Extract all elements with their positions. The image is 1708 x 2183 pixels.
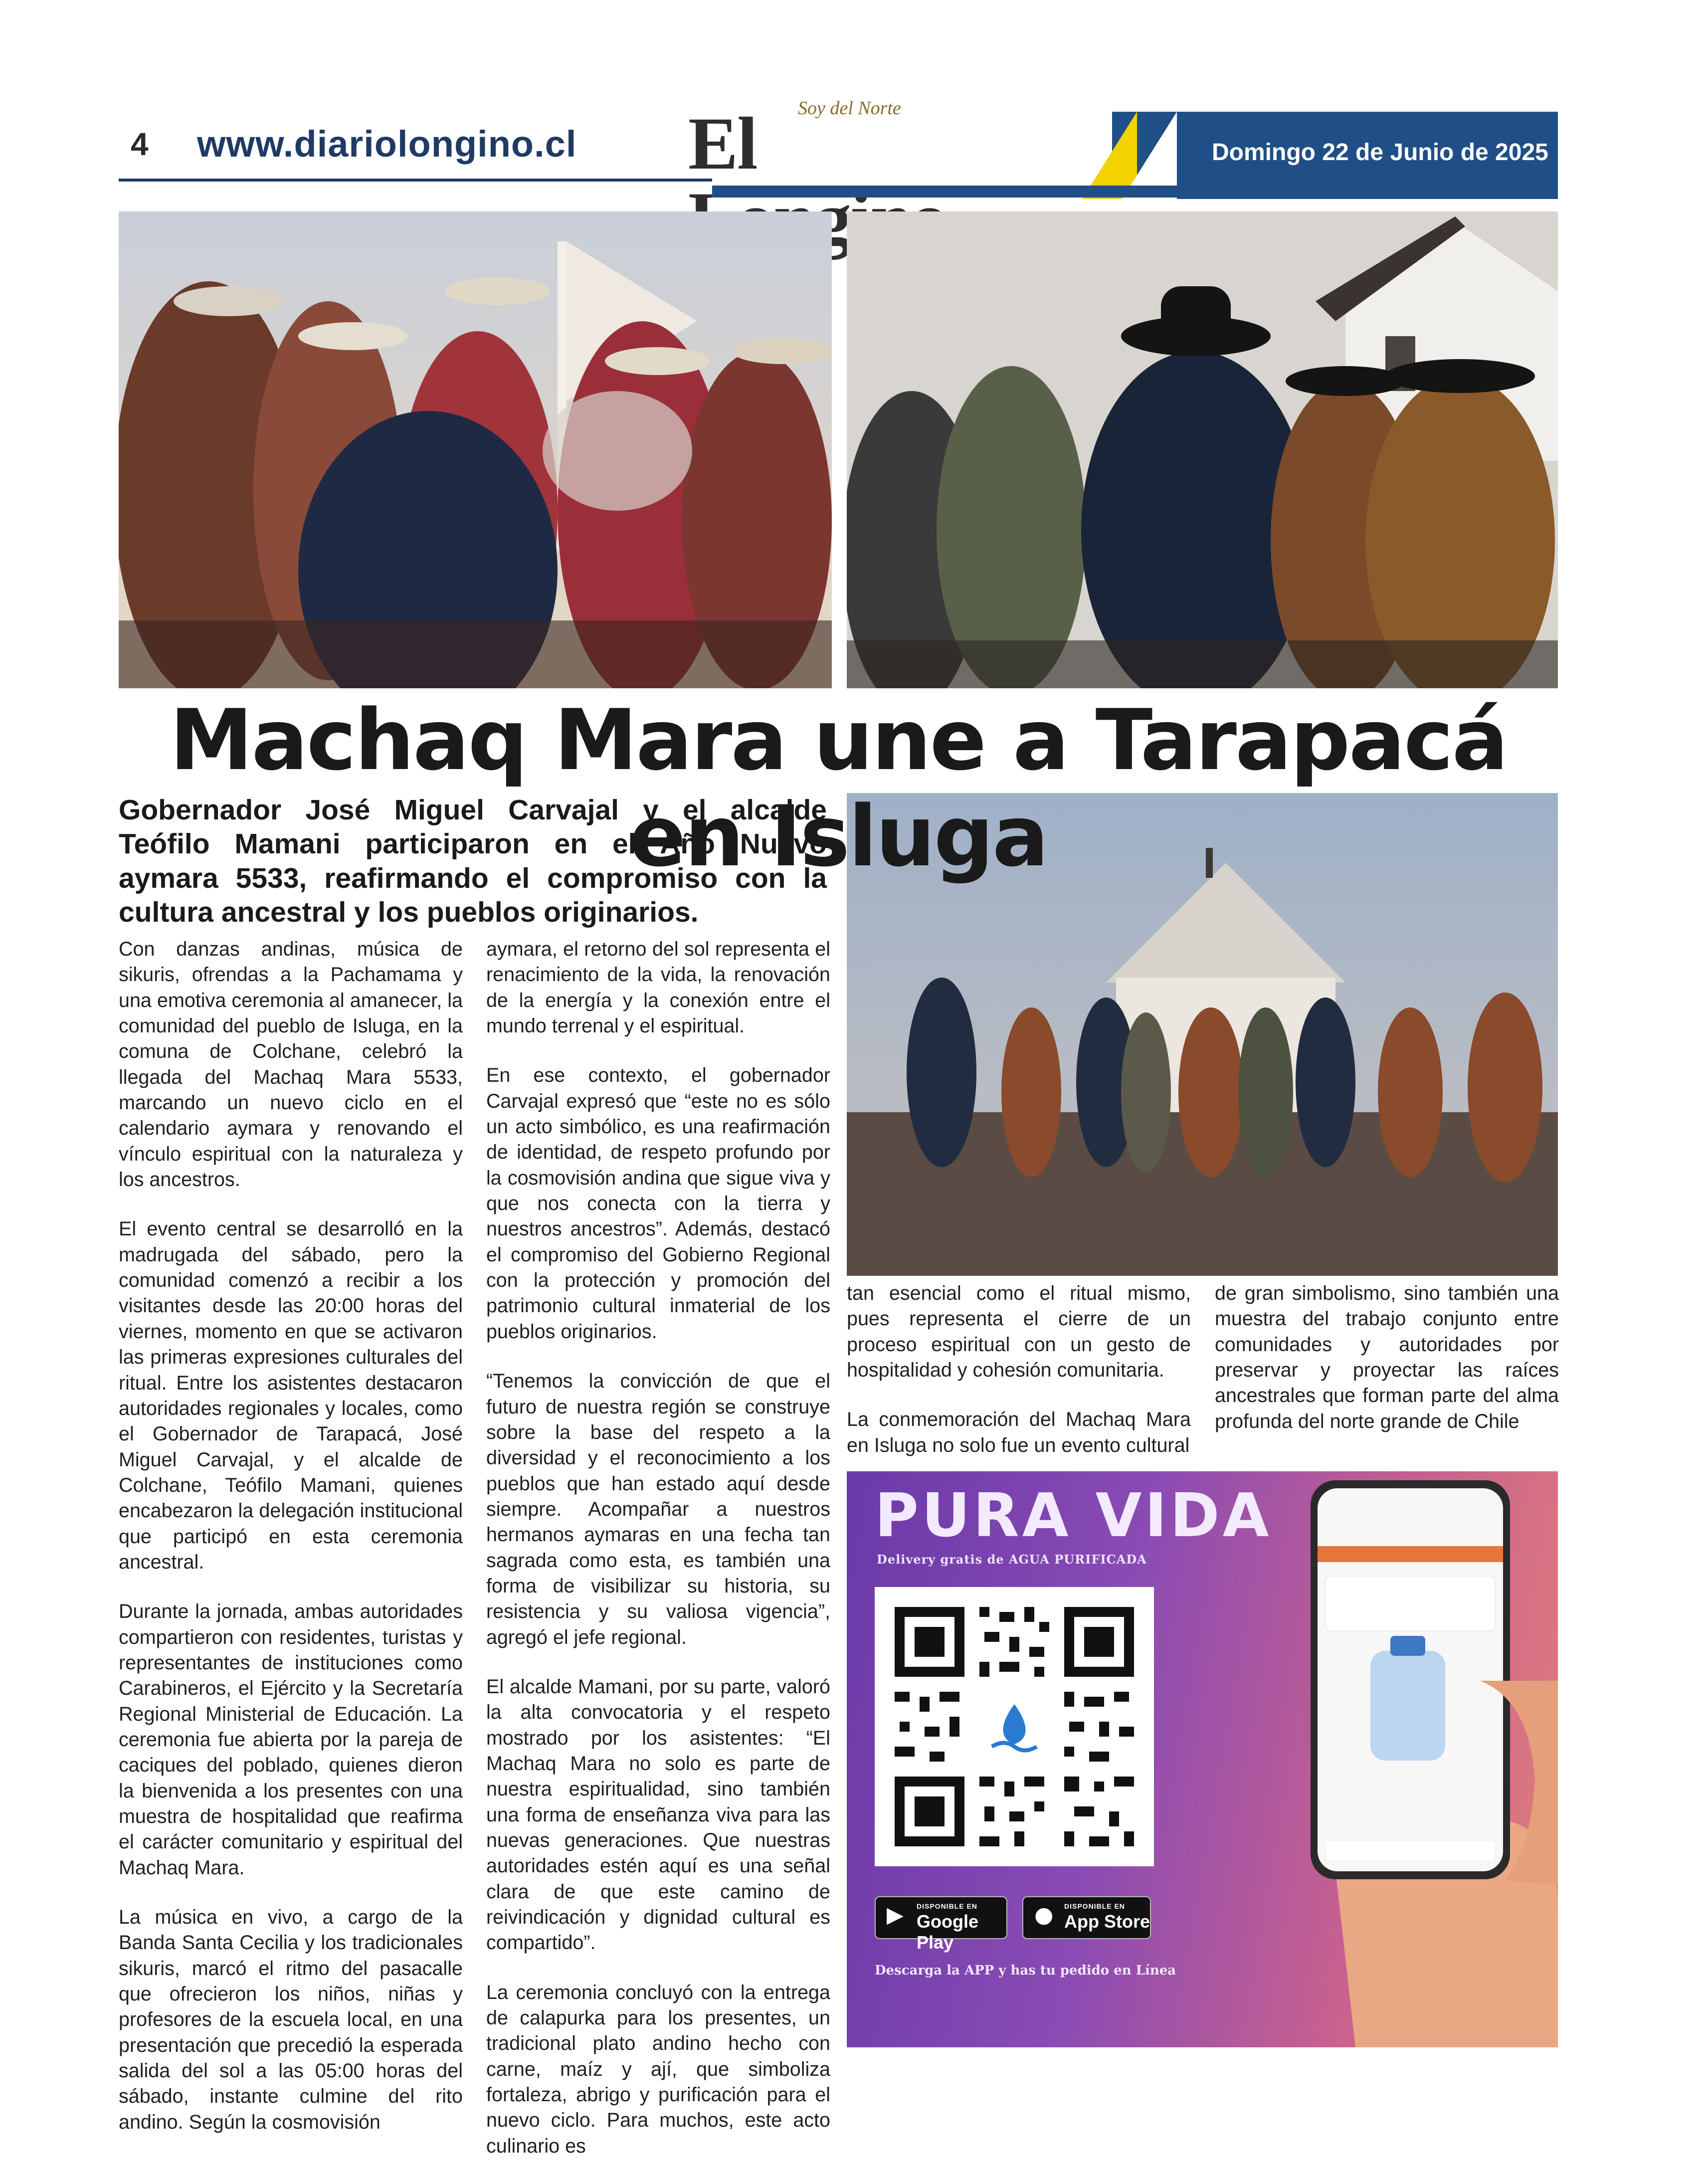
paragraph: tan esencial como el ritual mismo, pues representa el cierre de un proceso espiritual con un gesto de hospitalidad y cohesión comunitaria. — [847, 1282, 1191, 1382]
article-deck: Gobernador José Miguel Carvajal y el alcalde Teófilo Mamani participaron en el Año Nuevo aymara 5533, reafirmando el compromiso con la cultura ancestral y los pueblos originarios. — [119, 794, 827, 929]
paragraph: El alcalde Mamani, por su parte, valoró la alta convocatoria y el respeto mostrado por los asistentes: “El Machaq Mara no solo es parte de nuestra espiritualidad, sino también una forma de enseñanza viva para las nuevas generaciones. Que nuestras autoridades estén aquí es una señal clara de que este camino de reivindicación y dignidad cultural es compartido”. — [486, 1675, 830, 1954]
paragraph: de gran simbolismo, sino también una muestra del trabajo conjunto entre comunidades y autoridades por preservar y proyectar las raíces ancestrales que forman parte del alma profunda del norte grande de Chile — [1215, 1282, 1559, 1432]
paragraph: El evento central se desarrolló en la madrugada del sábado, pero la comunidad comenzó a recibir a los visitantes desde las 20:00 horas del viernes, momento en que se activaron las primeras expresiones culturales del ritual. Entre los asistentes destacaron autoridades regionales y locales, como el Gobernador de Tarapacá, José Miguel Carvajal, y el alcalde de Colchane, Teófilo Mamani, quienes encabezaron la delegación institucional que participó en esta ceremonia ancestral. — [119, 1218, 463, 1573]
article-column-2 — [486, 937, 830, 2183]
paragraph: La música en vivo, a cargo de la Banda Santa Cecilia y los tradicionales sikuris, marcó el ritmo del pasacalle que ofrecieron los niños, niñas y profesores de la escuela local, en una presentación que precedió la esperada salida del sol a las 05:00 horas del sábado, instante culmine del rito andino. Según la cosmovisión — [119, 1906, 463, 2133]
header-bottom-rule — [712, 186, 1558, 198]
google-play-label: Google Play — [917, 1911, 978, 1953]
app-store-button[interactable] — [1022, 1896, 1151, 1939]
newspaper-logo — [688, 97, 1022, 187]
page-number: 4 — [131, 126, 149, 162]
paragraph: aymara, el retorno del sol representa el renacimiento de la vida, la renovación de la energía y la conexión entre el mundo terrenal y el espiritual. — [486, 938, 830, 1037]
ad-footer: Descarga la APP y has tu pedido en Línea — [875, 1963, 1176, 1978]
phone-in-hand-image — [1296, 1471, 1558, 2047]
logo-tagline: Soy del Norte — [798, 98, 901, 119]
ad-title: PURA VIDA — [875, 1481, 1272, 1551]
article-column-4 — [1215, 1281, 1559, 1458]
logo-name: El — [688, 102, 757, 185]
issue-date: Domingo 22 de Junio de 2025 — [1212, 139, 1548, 166]
article-headline: Machaq Mara une a Tarapacá en Isluga — [170, 691, 1507, 886]
paragraph: La conmemoración del Machaq Mara en Isluga no solo fue un evento cultural — [847, 1408, 1191, 1456]
qr-code[interactable] — [875, 1587, 1154, 1866]
paragraph: “Tenemos la convicción de que el futuro de nuestra región se construye sobre la base del respeto a la diversidad y el reconocimiento a los pueblos que han estado aquí desde siempre. Acompañar a nuestros hermanos aymaras en una fecha tan sagrada como esta, es también una forma de visibilizar su historia, su resistencia y su valiosa vigencia”, agregó el jefe regional. — [486, 1370, 830, 1648]
paragraph: Durante la jornada, ambas autoridades compartieron con residentes, turistas y representantes de instituciones como Carabineros, el Ejército y la Secretaría Regional Ministerial de Educación. La ceremonia fue abierta por la pareja de caciques del poblado, quienes dieron la bienvenida a los presentes con una muestra de hospitalidad que reafirma el carácter comunitario y espiritual del Machaq Mara. — [119, 1600, 463, 1879]
google-play-small: DISPONIBLE EN — [917, 1902, 977, 1910]
paragraph: En ese contexto, el gobernador Carvajal expresó que “este no es sólo un acto simbólico, es una reafirmación de identidad, de respeto profundo por la cosmovisión andina que sigue viva y que nos conecta con la tierra y nuestros ancestros”. Además, destacó el compromiso del Gobierno Regional con la protección y promoción del patrimonio cultural inmaterial de los pueblos originarios. — [486, 1064, 830, 1343]
pura-vida-ad[interactable] — [847, 1471, 1558, 2047]
paragraph: Con danzas andinas, música de sikuris, ofrendas a la Pachamama y una emotiva ceremonia al amanecer, la comunidad del pueblo de Isluga, en la comuna de Colchane, celebró la llegada del Machaq Mara 5533, marcando un nuevo ciclo en el calendario aymara y renovando el vínculo espiritual con la naturaleza y los ancestros. — [119, 938, 463, 1191]
ad-subtitle: Delivery gratis de AGUA PURIFICADA — [877, 1552, 1147, 1567]
google-play-button[interactable] — [875, 1896, 1007, 1953]
play-icon: ▶ — [887, 1902, 904, 1928]
apple-icon: ● — [1034, 1902, 1054, 1928]
photo-governor-speech — [847, 211, 1558, 688]
photo-ceremony-offering — [119, 211, 832, 688]
app-store-small: DISPONIBLE EN — [1064, 1902, 1125, 1910]
paragraph: La ceremonia concluyó con la entrega de calapurka para los presentes, un tradicional plato andino hecho con carne, maíz y ají, que simboliza fortaleza, abrigo y purificación para el nuevo ciclo. Para muchos, este acto culinario es — [486, 1981, 830, 2157]
article-column-3 — [847, 1281, 1191, 1482]
article-column-1 — [119, 937, 463, 2159]
website-link[interactable]: www.diariolongino.cl — [197, 123, 577, 165]
app-store-label: App Store — [1064, 1911, 1150, 1932]
header-rule — [119, 179, 712, 182]
